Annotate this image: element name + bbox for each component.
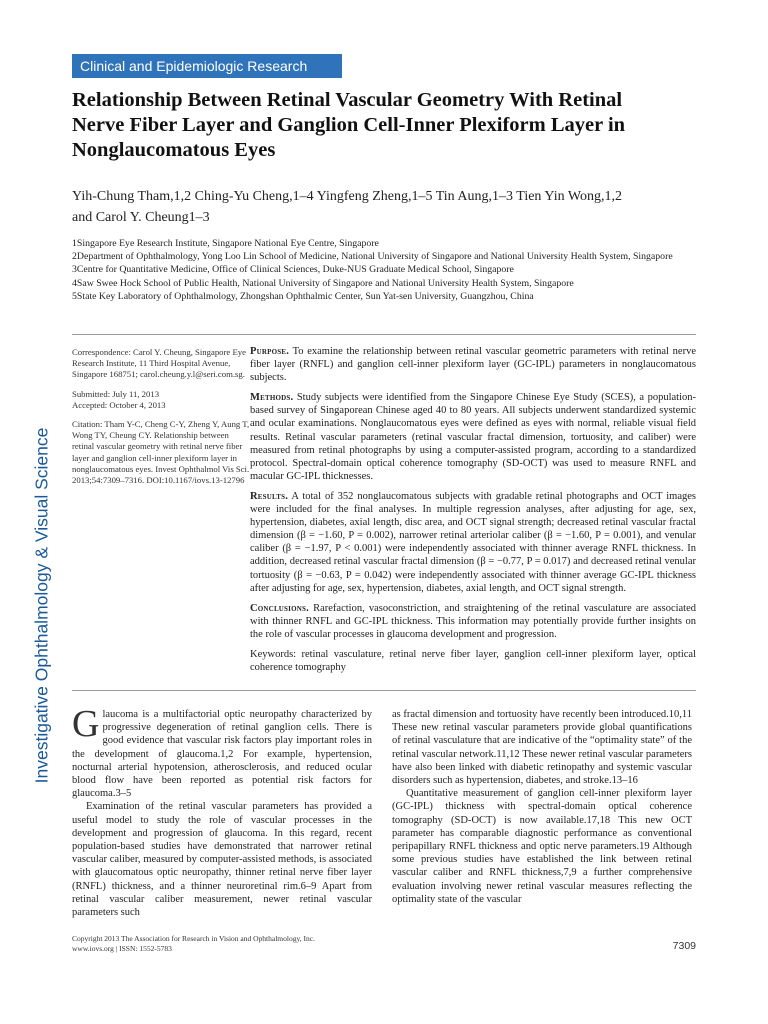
copyright: Copyright 2013 The Association for Research in Vision and Ophthalmology, Inc. — [72, 934, 315, 943]
affiliation-item: 4Saw Swee Hock School of Public Health, National University of Singapore and National University Health System, Singapore — [72, 277, 574, 289]
affiliation-list — [72, 237, 692, 303]
article-title: Relationship Between Retinal Vascular Geometry With Retinal Nerve Fiber Layer and Ganglion Cell-Inner Plexiform Layer in Nonglaucomatous Eyes — [72, 89, 626, 161]
affiliation-item: 1Singapore Eye Research Institute, Singapore National Eye Centre, Singapore — [72, 238, 379, 249]
conclusions-label: Conclusions. — [250, 602, 309, 614]
correspondence: Correspondence: Carol Y. Cheung, Singapore Eye Research Institute, 11 Third Hospital Avenue, Singapore 168751; carol.cheung.y.l@seri.com.sg. — [72, 347, 246, 380]
author-line-2: and Carol Y. Cheung1–3 — [72, 210, 210, 225]
body-paragraph: Quantitative measurement of ganglion cell-inner plexiform layer (GC-IPL) thickness with spectral-domain optical coherence tomography (SD-OCT) is now available.17,18 This new OCT parameter has comparable diagnostic performance as conventional peripapillary RNFL thickness and optic nerve parameters.19 Although some previous studies have established the link between retinal vascular caliber and RNFL thickness,7,9 a further comprehensive evaluation involving newer retinal vascular measures reflecting the optimality state of the vascular — [392, 788, 692, 905]
keywords: Keywords: retinal vasculature, retinal nerve fiber layer, ganglion cell-inner plexiform layer, optical coherence tomography — [250, 648, 696, 674]
purpose-label: Purpose. — [250, 346, 290, 357]
section-banner: Clinical and Epidemiologic Research — [72, 54, 342, 78]
author-line-1: Yih-Chung Tham,1,2 Ching-Yu Cheng,1–4 Yingfeng Zheng,1–5 Tin Aung,1–3 Tien Yin Wong,1,2 — [72, 189, 622, 204]
journal-name-vertical — [18, 260, 66, 950]
body-paragraph: as fractal dimension and tortuosity have recently been introduced.10,11 These new retinal vascular parameters provide global quantifications of retinal vasculature that are indicative of the “optimality state” of the retinal vascular network.11,12 These newer retinal vascular parameters have also been linked with diabetic retinopathy and systemic vascular disorders such as hypertension, diabetes, and stroke.13–16 — [392, 709, 692, 787]
abstract-conclusions — [250, 602, 696, 641]
abstract — [250, 345, 696, 681]
conclusions-text: Rarefaction, vasoconstriction, and straightening of the retinal vasculature are associated with thinner RNFL and GC-IPL thickness. This information may potentially provide further insights on the role of vascular processes in glaucoma development and progression. — [250, 602, 697, 640]
journal-url: www.iovs.org | ISSN: 1552-5783 — [72, 944, 172, 953]
dates — [72, 389, 252, 411]
affiliation-item: 2Department of Ophthalmology, Yong Loo Lin School of Medicine, National University of Singapore and National University Health System, Singapore — [72, 251, 673, 263]
author-list — [72, 186, 702, 228]
drop-cap: G — [72, 703, 100, 745]
journal-name: Investigative Ophthalmology & Visual Science — [31, 427, 52, 783]
body-column-left — [72, 703, 372, 919]
citation: Citation: Tham Y-C, Cheng C-Y, Zheng Y, Aung T, Wong TY, Cheung CY. Relationship between retinal vascular geometry with retinal nerve fiber layer and ganglion cell-inner plexiform layer in nonglaucomatous eyes. Invest Ophthalmol Vis Sci. 2013;54:7309–7316. DOI:10.1167/iovs.13-12796 — [72, 419, 250, 486]
body-column-right — [392, 708, 692, 906]
body-paragraph: Examination of the retinal vascular parameters has provided a useful model to study the role of vascular processes in the development and progression of glaucoma. In this regard, recent population-based studies have demonstrated that narrower retinal vascular caliber, measured by computer-assisted methods, is associated with glaucomatous optic neuropathy, thinner retinal nerve fiber layer (RNFL) thickness, and a thinner neuroretinal rim.6–9 Apart from retinal vascular caliber measurement, newer retinal vascular parameters such — [72, 801, 372, 919]
page-number: 7309 — [672, 940, 696, 952]
abstract-purpose — [250, 345, 696, 384]
abstract-methods — [250, 391, 696, 483]
abstract-results — [250, 490, 696, 595]
body-text: laucoma is a multifactorial optic neuropathy characterized by progressive degeneration of retinal ganglion cells. There is good evidence that vascular risk factors play important roles in the development of glaucoma.1,2 For example, hypertension, nocturnal arterial hypotension, atherosclerosis, and reduced ocular blood flow have been reported as potential risk factors for glaucoma.3–5 — [72, 709, 372, 800]
affiliation-item: 3Centre for Quantitative Medicine, Office of Clinical Sciences, Duke-NUS Graduate Medical School, Singapore — [72, 264, 514, 276]
methods-text: Study subjects were identified from the Singapore Chinese Eye Study (SCES), a population-based survey of Singaporean Chinese aged 40 to 80 years. All subjects underwent standardized systemic and ocular examinations. Nonglaucomatous eyes were defined as eyes with normal, reliable visual field results. Retinal vascular parameters (retinal vascular fractal dimension, tortuosity, and caliber) were measured from retinal photographs by using a computer-assisted program, according to a standardized protocol. Spectral-domain optical coherence tomography (SD-OCT) was used to measure RNFL and macular GC-IPL thicknesses. — [250, 392, 696, 482]
results-label: Results. — [250, 490, 289, 502]
results-text: A total of 352 nonglaucomatous subjects with gradable retinal photographs and OCT images were included for the final analyses. In multiple regression analyses, after adjusting for age, sex, hypertension, diabetes, axial length, disc area, and OCT signal strength; decreased retinal vascular fractal dimension (β = −1.60, P = 0.002), narrower retinal arteriolar caliber (β = −1.60, P = 0.001), and venular caliber (β = −1.97, P < 0.001) were independently associated with thinner average RNFL thickness. In addition, decreased retinal vascular fractal dimension (β = −0.77, P = 0.017) and decreased retinal venular tortuosity (β = −0.63, P = 0.042) were independently associated with thinner average GC-IPL thickness after adjusting for age, sex, hypertension, diabetes, axial length, and OCT signal strength. — [250, 490, 696, 594]
purpose-text: To examine the relationship between retinal vascular geometric parameters with retinal nerve fiber layer (RNFL) and ganglion cell-inner plexiform layer (GC-IPL) parameters in nonglaucomatous subjects. — [250, 346, 696, 384]
divider-bottom — [72, 690, 696, 691]
footer — [72, 934, 472, 954]
submitted-date: Submitted: July 11, 2013 — [72, 388, 160, 399]
divider-top — [72, 334, 696, 335]
affiliation-item: 5State Key Laboratory of Ophthalmology, Zhongshan Ophthalmic Center, Sun Yat-sen University, Guangzhou, China — [72, 290, 534, 302]
body-paragraph — [72, 703, 372, 800]
accepted-date: Accepted: October 4, 2013 — [72, 399, 166, 410]
methods-label: Methods. — [250, 392, 294, 404]
article-info-sidebar — [72, 347, 252, 494]
